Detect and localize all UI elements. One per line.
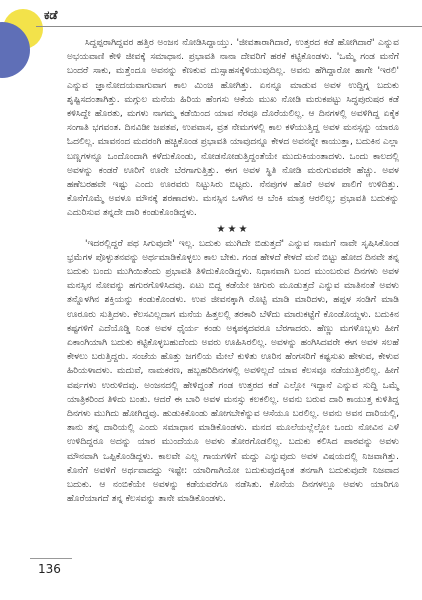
footer-rule — [30, 558, 72, 559]
running-header: ಕಡೆ — [44, 8, 58, 22]
body-text — [67, 36, 399, 507]
paragraph: ಸಿದ್ದಪ್ಪರಾಗಿದ್ದವರ ಹತ್ತಿರ ಅಂಜನ ನೋಡಿಸಿದ್ದಾಯ್ತು. 'ಜೀವತಾರಾಗಿದಾರೆ, ಉತ್ತರದ ಕಡೆ ಹೋಗಿದಾರೆ' ಎನ್ನುವ ಅಭಯವಾಣಿ ಕೇಳಿ ಜೀವಕ್ಕೆ ಸಮಾಧಾನ. ಪ್ರಭಾವತಿ ನಾನಾ ದೇವರಿಗೆ ಹರಕೆ ಕಟ್ಟಿಕೊಂಡಳು. 'ಒಮ್ಮೆ ಗಂಡ ಮನೆಗೆ ಬಂದರೆ ಸಾಕು, ಮತ್ತೆಂದೂ ಅವನನ್ನು ಕೆಣಕುವ ದುಸ್ಸಾಹಸಕ್ಕೆಳಿಯುವುದಿಲ್ಲ. ಅವನು ಹೆಗಿದ್ದಾರೋ ಹಾಗೇ 'ಇರಲಿ' ಎನ್ನುವ ಜ್ಞಾನೋದಯವಾಗುವಾಗ ಕಾಲ ಮಿಂಚಿ ಹೋಗಿತ್ತು. ಏನನ್ನೂ ಮಾಡುವ ಅವಳ ಉದ್ದಿಗ್ನ ಬದುಕು ಶೃಷ್ಟಿಸದಂತಾಗಿತ್ತು. ಮಗ್ಗುಲ ಮನೆಯ ಹಿರಿಯ ಹೆಂಗಸು ಆಕೆಯ ಮುಖ ನೋಡಿ ಮರುಕಪಟ್ಟು ಸಿದ್ಧಪುರುಷರ ಕಡೆ ಕಳಿಸಿದ್ದೇ ಹೊರತು, ಮಗಳು ನಾಗಮ್ಮ ಕಡೆಯಿಂದ ಯಾವ ನೆರವೂ ದೊರೆಯಲಿಲ್ಲ. ಆ ದಿನಗಳಲ್ಲಿ ಅವಳಿಗಿದ್ದ ಏಕೈಕ ಸಂಗಾತಿ ಭಗವಂತ. ದಿನವಿಡೀ ಜಪತಪ, ಉಪವಾಸ, ವ್ರತ ನೇಮಗಳಲ್ಲಿ ಕಾಲ ಕಳೆಯುತ್ತಿದ್ದ ಅವಳ ಮನಸ್ಸನ್ನು ಯಾರೂ ಓದಲಿಲ್ಲ. ಮಾವನಂದ ಮದರಂಗಿ ಹಚ್ಚಿಕೊಂಡ ಪ್ರಭಾವತಿ ಯಾವುದನ್ನೂ ಕೇಳದ ಅವನನ್ನೇ ಕಾಯುತ್ತಾ, ಬದುಕಿನ ಎಲ್ಲಾ ಬಣ್ಣಗಳನ್ನೂ ಒಂದೊಂದಾಗಿ ಕಳೆದುಕೊಂಡು, ನೋಡನೋಡುತ್ತಿದ್ದಂತೆಯೇ ಮುದುಕಿಯಂತಾದಳು. ಒಂದು ಕಾಲದಲ್ಲಿ ಅವಳನ್ನು ಕಂಡರೆ ಊರಿಗೆ ಊರೇ ಬೆರಗಾಗುತ್ತಿತ್ತು. ಈಗ ಅವಳ ಸ್ಥಿತಿ ನೋಡಿ ಮರುಗುವವರೇ ಹೆಚ್ಚು. ಅವಳ ಹಣೆಬರಹವೇ ಇಷ್ಟು ಎಂದು ಊರವರು ನಿಟ್ಟುಸಿರು ಬಿಟ್ಟರು. ನೆನಪುಗಳ ಹೊರೆ ಅವಳ ಪಾಲಿಗೆ ಉಳಿದಿತ್ತು. ಕೊನೆಗೊಮ್ಮೆ ಅವಳೂ ಮೌನಕ್ಕೆ ಶರಣಾದಳು. ಮನಸ್ಸಿನ ಒಳಗಿನ ಆ ಬೆಂಕಿ ಮಾತ್ರ ಆರಲಿಲ್ಲ; ಪ್ರಭಾವತಿ ಬದುಕನ್ನು ಎದುರಿಸುವ ತನ್ನದೇ ದಾರಿ ಕಂಡುಕೊಂಡಿದ್ದಳು. — [67, 38, 399, 219]
page-number: 136 — [38, 562, 61, 576]
header-rule — [36, 26, 422, 27]
paragraph: 'ಇದರಲ್ಲಿದ್ದರೆ ಪಥ ಸಿಗುವುದೇ' ಇಲ್ಲ. ಬದುಕು ಮುಗಿದೇ ಬಿಡುತ್ತದೆ' ಎನ್ನುವ ನಾಮಗೆ ನಾವೇ ಸೃಷಿಸಿಕೊಂಡ ಭ್ರಮೆಗಳ ಪೊಳ್ಳುತನವನ್ನು ಅರ್ಥಮಾಡಿಕೊಳ್ಳಲು ಕಾಲ ಬೇಕು. ಗಂಡ ಹೇಳದೆ ಕೇಳದೆ ಮನೆ ಬಿಟ್ಟು ಹೋದ ದಿನವೇ ತನ್ನ ಬದುಕು ಬಂದು ಮುಗಿಯಿತೆಂದು ಪ್ರಭಾವತಿ ತಿಳಿದುಕೊಂಡಿದ್ದಳು. ನಿಧಾನವಾಗಿ ಬಂದ ಮುಂಬರುವ ದಿನಗಳು ಅವಳ ಮನಸ್ಸಿನ ನೋವನ್ನು ಹಗುರಗೊಳಿಸಿದವು. ಏಟು ಬಿದ್ದ ಕಡೆಯೇ ಚಿಗುರು ಮೂಡುತ್ತದೆ ಎನ್ನುವ ಮಾತಿನಂತೆ ಅವಳು ತನ್ನೊಳಗಿನ ಶಕ್ತಿಯನ್ನು ಕಂಡುಕೊಂಡಳು. ಉಪ ಜೀವನಕ್ಕಾಗಿ ರೊಟ್ಟಿ ಮಾಡಿ ಮಾರಿದಳು, ಹಪ್ಪಳ ಸಂಡಿಗೆ ಮಾಡಿ ಊರೂರು ಸುತ್ತಿದಳು. ಕೆಲಸವಿಲ್ಲದಾಗ ಮನೆಯ ಹಿತ್ತಲಲ್ಲಿ ತರಕಾರಿ ಬೆಳೆದು ಮಾರುಕಟ್ಟೆಗೆ ಕೊಂಡೊಯ್ದಳು. ಬದುಕಿನ ಕಷ್ಟಗಳಿಗೆ ಎದೆಯೊಡ್ಡಿ ನಿಂತ ಅವಳ ಧೈರ್ಯ ಕಂಡು ಅಕ್ಕಪಕ್ಕದವರೂ ಬೆರಗಾದರು. ಹೆಣ್ಣು ಮಗಳೊಬ್ಬಳು ಹೀಗೆ ಏಕಾಂಗಿಯಾಗಿ ಬದುಕು ಕಟ್ಟಿಕೊಳ್ಳಬಹುದೆಂದು ಅವರು ಊಹಿಸಿರಲಿಲ್ಲ. ಅವಳನ್ನು ಹಂಗಿಸಿದವರೇ ಈಗ ಅವಳ ಸಲಹೆ ಕೇಳಲು ಬರುತ್ತಿದ್ದರು. ಸಂಜೆಯ ಹೊತ್ತು ಜಗಲಿಯ ಮೇಲೆ ಕುಳಿತು ಊರಿನ ಹೆಂಗಸರಿಗೆ ಕಷ್ಟಸುಖ ಹೇಳುವ, ಕೇಳುವ ಹಿರಿಯಳಾದಳು. ಮದುವೆ, ನಾಮಕರಣ, ಹಬ್ಬಹರಿದಿನಗಳಲ್ಲಿ ಅವಳಿಲ್ಲದೆ ಯಾವ ಕೆಲಸವೂ ನಡೆಯುತ್ತಿರಲಿಲ್ಲ. ಹೀಗೆ ವರ್ಷಗಳು ಉರುಳಿದವು. ಅಂಜನದಲ್ಲಿ ಹೇಳಿದ್ದಂತೆ ಗಂಡ ಉತ್ತರದ ಕಡೆ ಎಲ್ಲೋ ಇದ್ದಾನೆ ಎನ್ನುವ ಸುದ್ದಿ ಒಮ್ಮೆ ಯಾತ್ರಿಕರಿಂದ ತಿಳಿದು ಬಂತು. ಆದರೆ ಈ ಬಾರಿ ಅವಳ ಮನಸ್ಸು ಕಲಕಲಿಲ್ಲ. ಅವನು ಬರುವ ದಾರಿ ಕಾಯುತ್ತ ಕುಳಿತಿದ್ದ ದಿನಗಳು ಮುಗಿದು ಹೋಗಿದ್ದವು. ಹುಡುಕಿಕೊಂಡು ಹೋಗಬೇಕೆನ್ನುವ ಆಸೆಯೂ ಬರಲಿಲ್ಲ. ಅವನು ಅವನ ದಾರಿಯಲ್ಲಿ, ತಾನು ತನ್ನ ದಾರಿಯಲ್ಲಿ ಎಂದು ಸಮಾಧಾನ ಮಾಡಿಕೊಂಡಳು. ಮನದ ಮೂಲೆಯಲ್ಲೆಲ್ಲೋ ಒಂದು ನೋವಿನ ಎಳೆ ಉಳಿದಿದ್ದರೂ ಅದನ್ನು ಯಾರ ಮುಂದೆಯೂ ಅವಳು ತೋರಗೊಡಲಿಲ್ಲ. ಬದುಕು ಕಲಿಸಿದ ಪಾಠವನ್ನು ಅವಳು ಮೌನವಾಗಿ ಒಪ್ಪಿಕೊಂಡಿದ್ದಳು. ಕಾಲವೇ ಎಲ್ಲ ಗಾಯಗಳಿಗೆ ಮದ್ದು ಎನ್ನುವುದು ಅವಳ ವಿಷಯದಲ್ಲಿ ನಿಜವಾಗಿತ್ತು. ಕೊನೆಗೆ ಅವಳಿಗೆ ಅರ್ಥವಾದದ್ದು ಇಷ್ಟೇ: ಯಾರಿಗಾಗಿಯೋ ಬದುಕುವುದಕ್ಕಿಂತ ತನಗಾಗಿ ಬದುಕುವುದೇ ನಿಜವಾದ ಬದುಕು. ಆ ನಂಬಿಕೆಯೇ ಅವಳನ್ನು ಕಡೆಯವರೆಗೂ ನಡೆಸಿತು. ಕೊನೆಯ ದಿನಗಳಲ್ಲೂ ಅವಳು ಯಾರಿಗೂ ಹೊರೆಯಾಗದೆ ತನ್ನ ಕೆಲಸವನ್ನು ತಾನೇ ಮಾಡಿಕೊಂಡಳು. — [67, 238, 399, 505]
section-divider: ★★★ — [216, 223, 250, 235]
